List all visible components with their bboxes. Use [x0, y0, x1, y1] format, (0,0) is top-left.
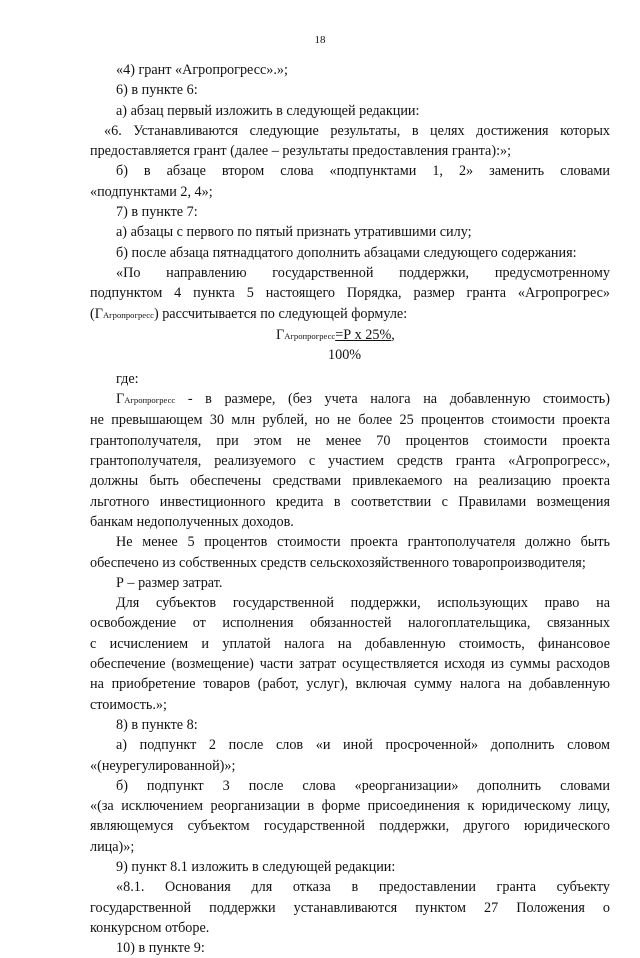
paragraph-line	[90, 389, 610, 410]
paragraph-line: б) подпункт 3 после слова «реорганизации» дополнить словами	[116, 777, 610, 794]
paragraph: Р – размер затрат.	[116, 574, 223, 591]
formula-denominator: 100%	[328, 346, 362, 363]
paragraph-line: на приобретение товаров (работ, услуг), включая сумму налога на добавленную	[90, 676, 610, 693]
paragraph-line: предоставляется грант (далее – результаты предоставления гранта):»;	[90, 143, 512, 160]
paragraph: 9) пункт 8.1 изложить в следующей редакции:	[116, 858, 396, 875]
paragraph-line: «6. Устанавливаются следующие результаты, в целях достижения которых	[104, 122, 610, 139]
paragraph: 6) в пункте 6:	[116, 82, 198, 99]
paragraph: 8) в пункте 8:	[116, 716, 198, 733]
paragraph-line: стоимость.»;	[90, 696, 167, 713]
document-body	[90, 60, 610, 958]
page-number: 18	[314, 34, 326, 46]
paragraph: а) абзацы с первого по пятый признать утратившими силу;	[116, 224, 472, 241]
paragraph-line: освобождение от исполнения обязанностей налогоплательщика, связанных	[90, 615, 610, 632]
symbol-text: Г	[116, 391, 125, 408]
paragraph: 10) в пункте 9:	[116, 940, 205, 957]
inline-text: - в размере, (без учета налога на добавленную стоимость)	[187, 391, 611, 408]
formula-comma: ,	[391, 326, 395, 343]
paragraph-line: лица)»;	[90, 838, 135, 855]
paragraph-line: обеспечение (возмещение) части затрат осуществляется исходя из суммы расходов	[90, 656, 610, 673]
paragraph-line: не превышающем 30 млн рублей, но не более 25 процентов стоимости проекта	[90, 412, 610, 429]
paragraph-line: «(неурегулированной)»;	[90, 757, 236, 774]
paragraph-line: являющемуся субъектом государственной поддержки, другого юридического	[90, 818, 610, 835]
paragraph-line: Для субъектов государственной поддержки, использующих право на	[116, 595, 610, 612]
paragraph: где:	[116, 370, 139, 387]
paragraph-line: «8.1. Основания для отказа в предоставлении гранта субъекту	[116, 879, 610, 896]
paragraph: а) абзац первый изложить в следующей редакции:	[116, 102, 420, 119]
paragraph-line: а) подпункт 2 после слов «и иной просроченной» дополнить словом	[116, 737, 610, 754]
paragraph-line: подпунктом 4 пункта 5 настоящего Порядка, размер гранта «Агропрогрес»	[90, 285, 610, 302]
paragraph: «4) грант «Агропрогресс».»;	[116, 62, 288, 78]
paragraph-line: б) в абзаце втором слова «подпунктами 1, 2» заменить словами	[116, 163, 610, 180]
inline-text: ) рассчитывается по следующей формуле:	[153, 305, 408, 322]
paragraph-line	[90, 304, 610, 325]
paragraph: б) после абзаца пятнадцатого дополнить абзацами следующего содержания:	[116, 244, 577, 261]
paragraph-line: должны быть обеспечены средствами привлекаемого на реализацию проекта	[90, 473, 610, 490]
paragraph-line: «По направлению государственной поддержки, предусмотренному	[116, 264, 610, 281]
paragraph-line: обеспечено из собственных средств сельскохозяйственного товаропроизводителя;	[90, 554, 586, 571]
paragraph: 7) в пункте 7:	[116, 204, 198, 221]
paragraph-line: «(за исключением реорганизации в форме присоединения к юридическому лицу,	[90, 798, 610, 815]
paragraph-line: государственной поддержки устанавливаются пунктом 27 Положения о	[90, 899, 610, 916]
subscript-text: Агропрогресс	[124, 395, 176, 406]
formula	[90, 325, 610, 369]
paragraph-line: Не менее 5 процентов стоимости проекта грантополучателя должно быть	[116, 534, 610, 551]
paragraph-line: льготного инвестиционного кредита в соответствии с Правилами возмещения	[90, 493, 610, 510]
formula-numerator	[276, 325, 395, 346]
paragraph-line: с исчислением и уплатой налога на добавленную стоимость, финансовое	[90, 635, 610, 652]
paragraph-line: банкам недополученных доходов.	[90, 513, 294, 530]
formula-subscript: Агропрогресс	[284, 330, 336, 341]
paragraph-line: «подпунктами 2, 4»;	[90, 183, 213, 200]
symbol-text: (Г	[90, 305, 103, 322]
formula-symbol: Г	[276, 326, 285, 343]
subscript-text: Агропрогресс	[102, 309, 154, 320]
paragraph-line: конкурсном отборе.	[90, 919, 210, 936]
formula-expression: =Р х 25%	[335, 326, 392, 343]
paragraph-line: грантополучателя, при этом не менее 70 процентов стоимости проекта	[90, 432, 610, 449]
paragraph-line: грантополучателя, реализуемого с участием средств гранта «Агропрогресс»,	[90, 453, 610, 470]
